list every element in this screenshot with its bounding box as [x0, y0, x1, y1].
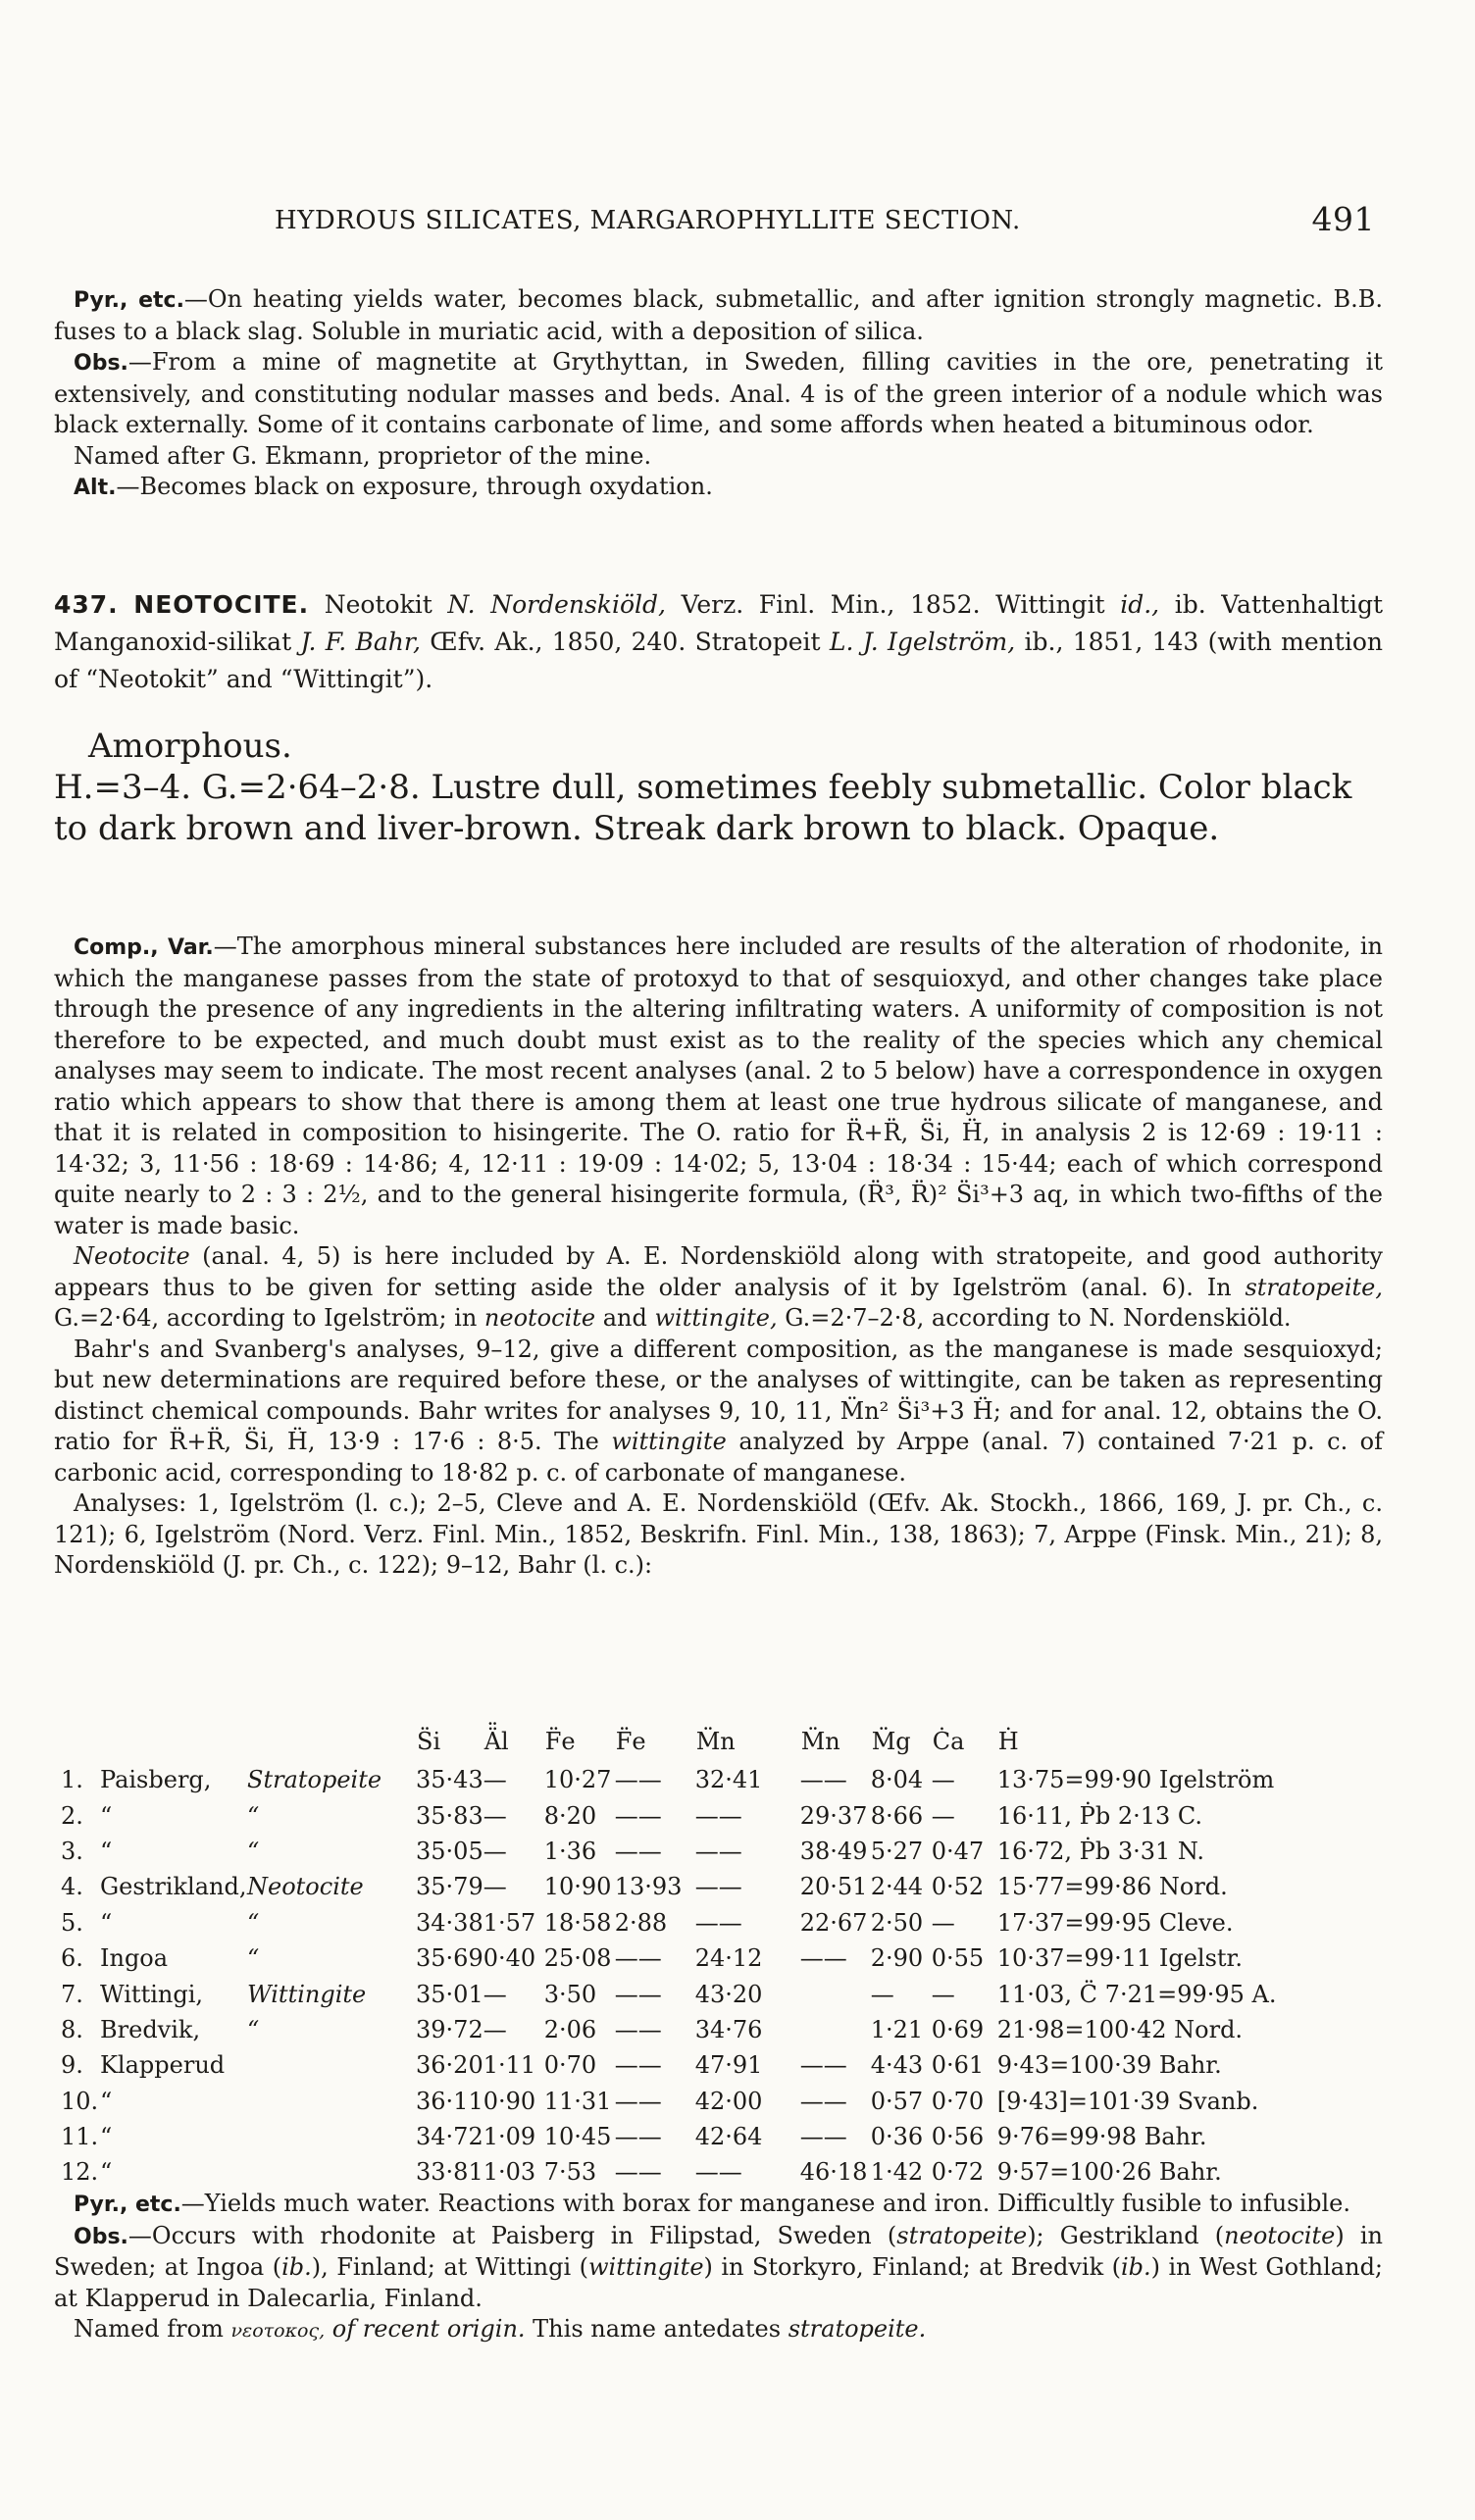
- cell-h: 16·72, Ṗb 3·31 N.: [996, 1837, 1204, 1865]
- row-variety: “: [247, 1837, 260, 1865]
- row-locality: Wittingi,: [100, 1980, 204, 2008]
- row-label: [61, 1976, 416, 2011]
- cell-al: 1·03: [483, 2158, 536, 2187]
- row-number: 10.: [61, 2087, 99, 2115]
- row-number: 6.: [61, 1944, 83, 1973]
- cell-mn2: ——: [799, 2123, 847, 2151]
- cell-mn3: ——: [694, 1873, 742, 1901]
- cell-h: 9·76=99·98 Bahr.: [996, 2123, 1207, 2151]
- composition-section: [54, 932, 1383, 1582]
- cell-mn2: 38·49: [799, 1837, 868, 1865]
- top-section: [54, 284, 1383, 504]
- cell-mg: 8·04: [870, 1766, 924, 1794]
- species-name: NEOTOCITE.: [133, 590, 310, 619]
- bottom-section: [54, 2189, 1383, 2347]
- cell-mn3: 47·91: [694, 2051, 763, 2080]
- cell-mg: 1·21: [870, 2015, 924, 2043]
- cell-si: 35·83: [416, 1801, 483, 1830]
- cell-si: 35·69: [416, 1944, 483, 1973]
- cell-mn3: ——: [694, 2158, 742, 2187]
- row-locality: “: [100, 2158, 113, 2187]
- cell-fe3: 7·53: [543, 2158, 597, 2187]
- row-locality: Paisberg,: [100, 1766, 212, 1794]
- cell-mn2: [800, 1976, 871, 2011]
- cell-mg: 2·90: [870, 1944, 924, 1973]
- species-description: [54, 726, 1383, 849]
- cell-mn3: 24·12: [694, 1944, 763, 1973]
- table-row: [61, 2084, 1277, 2119]
- form-line: Amorphous.: [88, 727, 292, 766]
- cell-mn3: ——: [694, 1837, 742, 1865]
- row-locality: Bredvik,: [100, 2015, 201, 2043]
- row-label: [61, 2012, 416, 2047]
- cell-mn3: 43·20: [694, 1980, 763, 2008]
- row-label: [61, 2047, 416, 2083]
- cell-al: —: [483, 1980, 507, 2008]
- running-title: HYDROUS SILICATES, MARGAROPHYLLITE SECTION.: [275, 206, 1021, 235]
- cell-mg: 2·50: [870, 1908, 924, 1937]
- cell-fe2: ——: [614, 2015, 662, 2043]
- cell-si: 33·81: [416, 2158, 483, 2187]
- cell-fe2: ——: [614, 1944, 662, 1973]
- cell-fe2: 13·93: [614, 1873, 683, 1901]
- comp-paragraph-2: Neotocite (anal. 4, 5) is here included by A. E. Nordenskiöld along with stratopeite, and good authority appears thus to be given for setting aside the older analysis of it by Igelström (anal. 6). In stratopeite, G.=2·64, according to Igelström; in neotocite and wittingite, G.=2·7–2·8, according to N. Nordenskiöld.: [54, 1242, 1383, 1332]
- cell-fe2: ——: [614, 2158, 662, 2187]
- table-row: [61, 1976, 1277, 2011]
- alt-paragraph: Alt.—Becomes black on exposure, through oxydation.: [74, 473, 713, 500]
- cell-si: 35·43: [416, 1766, 483, 1794]
- cell-ca: 0·52: [931, 1873, 985, 1901]
- row-locality: “: [100, 1837, 113, 1865]
- cell-fe2: ——: [614, 2123, 662, 2151]
- row-locality: “: [100, 2087, 113, 2115]
- cell-fe2: ——: [614, 2087, 662, 2115]
- cell-mn3: ——: [694, 1908, 742, 1937]
- cell-si: 35·01: [416, 1980, 483, 2008]
- row-label: [61, 2119, 416, 2154]
- cell-h: [9·43]=101·39 Svanb.: [996, 2087, 1259, 2115]
- table-row: [61, 1762, 1277, 1797]
- row-number: 2.: [61, 1801, 83, 1830]
- row-locality: “: [100, 1801, 113, 1830]
- row-locality: “: [100, 1908, 113, 1937]
- row-variety: Neotocite: [247, 1873, 364, 1901]
- cell-ca: 0·72: [931, 2158, 985, 2187]
- cell-fe3: 10·45: [543, 2123, 612, 2151]
- cell-fe2: ——: [614, 2051, 662, 2080]
- cell-mn2: ——: [799, 1944, 847, 1973]
- cell-mg: 0·57: [870, 2087, 924, 2115]
- cell-fe3: 8·20: [543, 1801, 597, 1830]
- comp-paragraph-3: Bahr's and Svanberg's analyses, 9–12, give a different composition, as the manganese is made sesquioxyd; but new determinations are required before these, or the analyses of wittingite, can be taken as representing distinct chemical compounds. Bahr writes for analyses 9, 10, 11, M̈n² S̈i³+3 Ḧ; and for anal. 12, obtains the O. ratio for R̈+R̈, S̈i, Ḧ, 13·9 : 17·6 : 8·5. The wittingite analyzed by Arppe (anal. 7) contained 7·21 p. c. of carbonic acid, corresponding to 18·82 p. c. of carbonate of manganese.: [54, 1335, 1384, 1487]
- cell-mn3: 34·76: [694, 2015, 763, 2043]
- cell-mn2: 29·37: [799, 1801, 868, 1830]
- cell-al: 1·09: [483, 2123, 536, 2151]
- row-variety: “: [247, 1908, 260, 1937]
- cell-mn3: 42·00: [694, 2087, 763, 2115]
- bottom-named-paragraph: Named from νεοτοκος, of recent origin. This name antedates stratopeite.: [74, 2315, 927, 2343]
- row-label: [61, 1762, 416, 1797]
- page-number: 491: [1311, 200, 1375, 238]
- cell-fe3: 10·90: [543, 1873, 612, 1901]
- cell-fe2: ——: [614, 1766, 662, 1794]
- row-number: 4.: [61, 1873, 83, 1901]
- cell-mg: 2·44: [870, 1873, 924, 1901]
- cell-ca: 0·70: [931, 2087, 985, 2115]
- comp-paragraph-1: Comp., Var.—The amorphous mineral substances here included are results of the alteration of rhodonite, in which the manganese passes from the state of protoxyd to that of sesquioxyd, and other changes take place through the presence of any ingredients in the altering infiltrating waters. A uniformity of composition is not therefore to be expected, and much doubt must exist as to the reality of the species which any chemical analyses may seem to indicate. The most recent analyses (anal. 2 to 5 below) have a correspondence in oxygen ratio which appears to show that there is among them at least one true hydrous silicate of manganese, and that it is related in composition to hisingerite. The O. ratio for R̈+R̈, S̈i, Ḧ, in analysis 2 is 12·69 : 19·11 : 14·32; 3, 11·56 : 18·69 : 14·86; 4, 12·11 : 19·09 : 14·02; 5, 13·04 : 18·34 : 15·44; each of which correspond quite nearly to 2 : 3 : 2½, and to the general hisingerite formula, (R̈³, R̈)² S̈i³+3 aq, in which two-fifths of the water is made basic.: [54, 932, 1383, 1239]
- cell-mg: —: [870, 1980, 894, 2008]
- cell-ca: —: [931, 1801, 955, 1830]
- cell-si: 39·72: [416, 2015, 483, 2043]
- row-number: 7.: [61, 1980, 83, 2008]
- cell-mg: 0·36: [870, 2123, 924, 2151]
- table-row: [61, 2154, 1277, 2190]
- cell-h: 9·43=100·39 Bahr.: [996, 2051, 1222, 2080]
- row-variety: “: [247, 1801, 260, 1830]
- row-variety: Wittingite: [247, 1980, 367, 2008]
- row-variety: “: [247, 2015, 260, 2043]
- row-number: 8.: [61, 2015, 83, 2043]
- cell-mn2: ——: [799, 2051, 847, 2080]
- cell-h: 15·77=99·86 Nord.: [996, 1873, 1228, 1901]
- cell-h: 11·03, C̈ 7·21=99·95 A.: [996, 1980, 1277, 2008]
- bottom-pyr-paragraph: Pyr., etc.—Yields much water. Reactions with borax for manganese and iron. Difficultly fusible to infusible.: [74, 2190, 1351, 2217]
- analysis-table: [61, 1721, 1277, 2191]
- cell-fe3: 25·08: [543, 1944, 612, 1973]
- cell-al: —: [483, 1837, 507, 1865]
- cell-h: 17·37=99·95 Cleve.: [996, 1908, 1234, 1937]
- row-variety: “: [247, 1944, 260, 1973]
- cell-mn3: ——: [694, 1801, 742, 1830]
- cell-al: —: [483, 1801, 507, 1830]
- cell-si: 36·20: [416, 2051, 483, 2080]
- cell-fe3: 0·70: [543, 2051, 597, 2080]
- cell-fe2: ——: [614, 1980, 662, 2008]
- cell-mn2: ——: [799, 2087, 847, 2115]
- cell-fe3: 10·27: [543, 1766, 612, 1794]
- cell-h: 16·11, Ṗb 2·13 C.: [996, 1801, 1203, 1830]
- obs-paragraph: Obs.—From a mine of magnetite at Grythyttan, in Sweden, filling cavities in the ore, penetrating it extensively, and constituting nodular masses and beds. Anal. 4 is of the green interior of a nodule which was black externally. Some of it contains carbonate of lime, and some affords when heated a bituminous odor.: [54, 348, 1383, 438]
- cell-al: 1·11: [483, 2051, 536, 2080]
- cell-mn3: 42·64: [694, 2123, 763, 2151]
- cell-ca: 0·47: [931, 1837, 985, 1865]
- row-number: 1.: [61, 1766, 83, 1794]
- table-row: [61, 2047, 1277, 2083]
- species-heading: 437. NEOTOCITE. Neotokit N. Nordenskiöld, Verz. Finl. Min., 1852. Wittingit id., ib. Vattenhaltigt Manganoxid-silikat J. F. Bahr, Œfv. Ak., 1850, 240. Stratopeit L. J. Igelström, ib., 1851, 143 (with mention of “Neotokit” and “Wittingit”).: [54, 590, 1384, 693]
- table-row: [61, 1940, 1277, 1976]
- table-header-row: S̈i Ä̈l F̈e F̈e M̈n M̈n M̈g Ċa Ḣ: [417, 1728, 1019, 1755]
- table-row: [61, 1869, 1277, 1904]
- bottom-obs-paragraph: Obs.—Occurs with rhodonite at Paisberg in Filipstad, Sweden (stratopeite); Gestrikland (neotocite) in Sweden; at Ingoa (ib.), Finland; at Wittingi (wittingite) in Storkyro, Finland; at Bredvik (ib.) in West Gothland; at Klapperud in Dalecarlia, Finland.: [54, 2221, 1384, 2312]
- row-locality: Gestrikland,: [100, 1873, 247, 1901]
- named-paragraph: Named after G. Ekmann, proprietor of the mine.: [74, 441, 652, 470]
- cell-mn2: 22·67: [799, 1908, 868, 1937]
- cell-ca: 0·69: [931, 2015, 985, 2043]
- cell-mn2: 20·51: [799, 1873, 868, 1901]
- cell-mn2: [800, 2012, 871, 2047]
- cell-ca: 0·55: [931, 1944, 985, 1973]
- row-locality: Klapperud: [100, 2051, 226, 2080]
- cell-mn2: ——: [799, 1766, 847, 1794]
- row-label: [61, 1940, 416, 1976]
- cell-h: 13·75=99·90 Igelström: [996, 1766, 1275, 1794]
- row-label: [61, 1905, 416, 1940]
- cell-al: 0·40: [483, 1944, 536, 1973]
- row-locality: Ingoa: [100, 1944, 169, 1973]
- table-row: [61, 1834, 1277, 1869]
- cell-fe3: 2·06: [543, 2015, 597, 2043]
- row-label: [61, 2084, 416, 2119]
- cell-mg: 8·66: [870, 1801, 924, 1830]
- cell-al: —: [483, 1766, 507, 1794]
- table-row: [61, 2119, 1277, 2154]
- cell-si: 34·38: [416, 1908, 483, 1937]
- row-label: [61, 1834, 416, 1869]
- pyr-paragraph: Pyr., etc.—On heating yields water, becomes black, submetallic, and after ignition strongly magnetic. B.B. fuses to a black slag. Soluble in muriatic acid, with a deposition of silica.: [54, 285, 1383, 345]
- table-row: [61, 1905, 1277, 1940]
- cell-mn2: 46·18: [799, 2158, 868, 2187]
- row-label: [61, 2154, 416, 2190]
- cell-h: 9·57=100·26 Bahr.: [996, 2158, 1222, 2187]
- cell-ca: —: [931, 1766, 955, 1794]
- row-number: 12.: [61, 2158, 99, 2187]
- table-row: [61, 1797, 1277, 1833]
- properties-line: H.=3–4. G.=2·64–2·8. Lustre dull, sometimes feebly submetallic. Color black to dark brown and liver-brown. Streak dark brown to black. Opaque.: [54, 768, 1352, 848]
- comp-paragraph-4: Analyses: 1, Igelström (l. c.); 2–5, Cleve and A. E. Nordenskiöld (Œfv. Ak. Stockh., 1866, 169, J. pr. Ch., c. 121); 6, Igelström (Nord. Verz. Finl. Min., 1852, Beskrifn. Finl. Min., 138, 1863); 7, Arppe (Finsk. Min., 21); 8, Nordenskiöld (J. pr. Ch., c. 122); 9–12, Bahr (l. c.):: [54, 1489, 1383, 1579]
- cell-al: —: [483, 1873, 507, 1901]
- cell-h: 10·37=99·11 Igelstr.: [996, 1944, 1244, 1973]
- cell-fe2: ——: [614, 1837, 662, 1865]
- table-row: [61, 2012, 1277, 2047]
- cell-h: 21·98=100·42 Nord.: [996, 2015, 1244, 2043]
- cell-si: 34·72: [416, 2123, 483, 2151]
- cell-fe3: 3·50: [543, 1980, 597, 2008]
- cell-mg: 5·27: [870, 1837, 924, 1865]
- cell-si: 35·05: [416, 1837, 483, 1865]
- cell-mg: 4·43: [870, 2051, 924, 2080]
- row-locality: “: [100, 2123, 113, 2151]
- cell-ca: —: [931, 1908, 955, 1937]
- cell-al: 0·90: [483, 2087, 536, 2115]
- cell-mg: 1·42: [870, 2158, 924, 2187]
- cell-fe3: 11·31: [543, 2087, 612, 2115]
- cell-ca: —: [931, 1980, 955, 2008]
- cell-si: 36·11: [416, 2087, 483, 2115]
- cell-mn3: 32·41: [694, 1766, 763, 1794]
- cell-fe3: 1·36: [543, 1837, 597, 1865]
- cell-ca: 0·61: [931, 2051, 985, 2080]
- cell-fe3: 18·58: [543, 1908, 612, 1937]
- cell-fe2: ——: [614, 1801, 662, 1830]
- cell-ca: 0·56: [931, 2123, 985, 2151]
- cell-si: 35·79: [416, 1873, 483, 1901]
- row-label: [61, 1797, 416, 1833]
- cell-al: —: [483, 2015, 507, 2043]
- row-number: 11.: [61, 2123, 99, 2151]
- cell-fe2: 2·88: [614, 1908, 668, 1937]
- row-number: 3.: [61, 1837, 83, 1865]
- cell-al: 1·57: [483, 1908, 536, 1937]
- row-label: [61, 1869, 416, 1904]
- row-variety: Stratopeite: [247, 1766, 382, 1794]
- row-number: 9.: [61, 2051, 83, 2080]
- row-number: 5.: [61, 1908, 83, 1937]
